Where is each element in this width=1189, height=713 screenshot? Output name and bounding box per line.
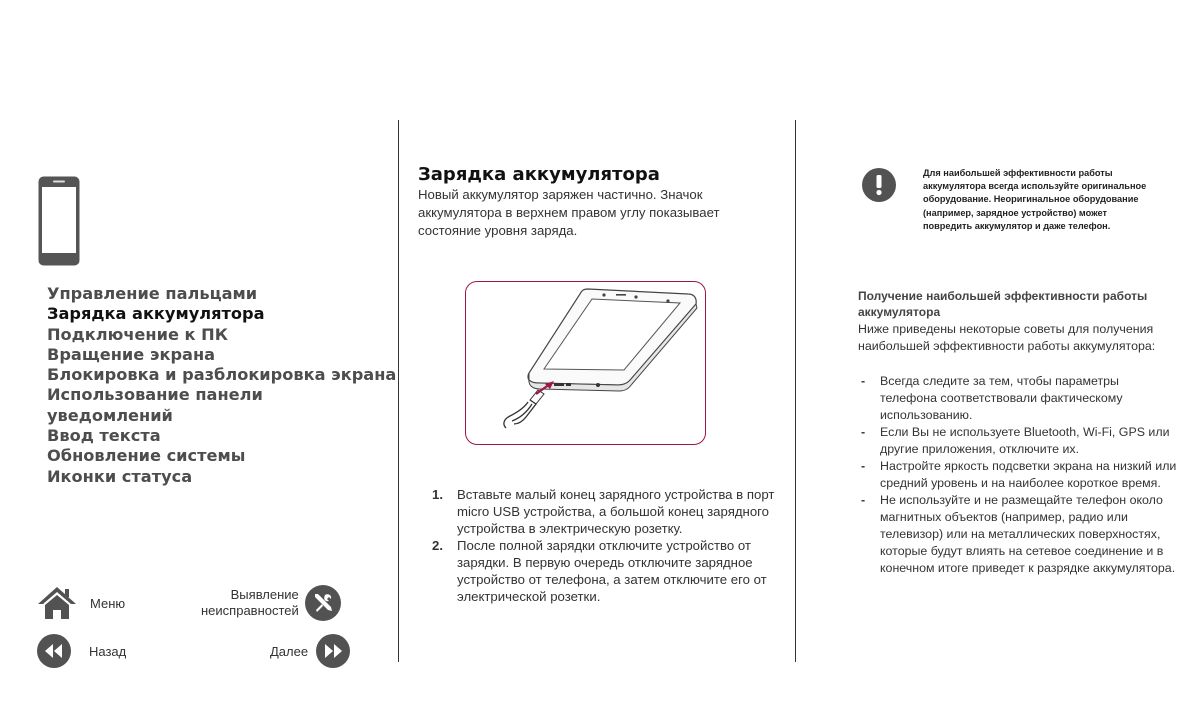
charging-steps <box>432 486 777 605</box>
step-text: После полной зарядки отключите устройство от зарядки. В первую очередь отключите зарядное устройство от телефона, а затем отключите его от электрической розетки. <box>457 538 767 604</box>
back-button[interactable] <box>37 634 126 668</box>
bullet-dash: - <box>861 493 866 507</box>
sidebar-item-notification-panel-cont[interactable]: уведомлений <box>47 405 173 425</box>
tips-list <box>858 373 1178 577</box>
sidebar-item-gestures[interactable]: Управление пальцами <box>47 284 258 303</box>
sidebar-item-pc-connection[interactable]: Подключение к ПК <box>47 324 228 344</box>
tips-title: Получение наибольшей эффективности работы аккумулятора <box>858 289 1148 319</box>
troubleshoot-button[interactable] <box>201 585 341 621</box>
column-divider-right <box>795 120 796 662</box>
bullet-dash: - <box>861 459 866 473</box>
bullet-dash: - <box>861 425 866 439</box>
tip-text: Настройте яркость подсветки экрана на низкий или средний уровень и на наиболее короткое время. <box>880 459 1177 490</box>
sidebar-item-notification-panel[interactable]: Использование панели <box>47 385 263 405</box>
sidebar-item-status-icons[interactable]: Иконки статуса <box>47 466 193 486</box>
sidebar-item-text-input[interactable]: Ввод текста <box>47 426 161 446</box>
section-title: Зарядка аккумулятора <box>418 164 660 185</box>
fast-forward-icon <box>316 634 350 668</box>
troubleshoot-label-2: неисправностей <box>201 603 299 618</box>
home-icon <box>37 585 77 621</box>
column-divider-left <box>398 120 399 662</box>
menu-label: Меню <box>90 595 126 611</box>
tip-text: Не используйте и не размещайте телефон около магнитных объектов (например, радио или телевизор) или на металлических поверхностях, которые будут влиять на сетевое соединение и в конечном итоге приведет к разрядке аккумулятора. <box>880 493 1176 575</box>
troubleshoot-label-1: Выявление <box>230 587 299 602</box>
phone-icon <box>37 175 81 267</box>
tip-text: Если Вы не используете Bluetooth, Wi-Fi, GPS или другие приложения, отключите их. <box>880 425 1170 456</box>
step-number: 2. <box>432 538 443 553</box>
charging-illustration <box>465 281 706 445</box>
tip-text: Всегда следите за тем, чтобы параметры телефона соответствовали фактическому использованию. <box>880 374 1123 422</box>
list-item <box>858 424 1178 458</box>
sidebar-item-lock[interactable]: Блокировка и разблокировка экрана <box>47 365 397 385</box>
list-item <box>858 373 1178 424</box>
list-item <box>858 492 1178 577</box>
sidebar-item-rotation[interactable]: Вращение экрана <box>47 344 216 364</box>
step-text: Вставьте малый конец зарядного устройства в порт micro USB устройства, а большой конец зарядного устройства в электрическую розетку. <box>457 487 775 536</box>
sidebar-nav <box>47 284 396 487</box>
warning-text: Для наибольшей эффективности работы аккумулятора всегда используйте оригинальное оборудование. Неоригинальное оборудование (например, зарядное устройство) может повредить аккумулятор и даже телефон. <box>923 168 1147 231</box>
step-number: 1. <box>432 487 443 502</box>
sidebar-item-charging[interactable]: Зарядка аккумулятора <box>47 304 265 324</box>
back-label: Назад <box>89 643 127 659</box>
list-item <box>858 458 1178 492</box>
sidebar-item-system-update[interactable]: Обновление системы <box>47 446 246 466</box>
section-intro: Новый аккумулятор заряжен частично. Значок аккумулятора в верхнем правом углу показывает состояние уровня заряда. <box>418 187 720 238</box>
tools-icon <box>305 585 341 621</box>
rewind-icon <box>37 634 71 668</box>
exclamation-icon <box>862 168 896 202</box>
phone-charging-image <box>466 282 704 443</box>
next-label: Далее <box>270 643 309 659</box>
list-item <box>432 537 777 605</box>
next-button[interactable] <box>270 634 350 668</box>
list-item <box>432 486 777 537</box>
tips-intro: Ниже приведены некоторые советы для получения наибольшей эффективности работы аккумулятора: <box>858 322 1156 353</box>
bullet-dash: - <box>861 374 866 388</box>
menu-button[interactable] <box>37 585 125 621</box>
